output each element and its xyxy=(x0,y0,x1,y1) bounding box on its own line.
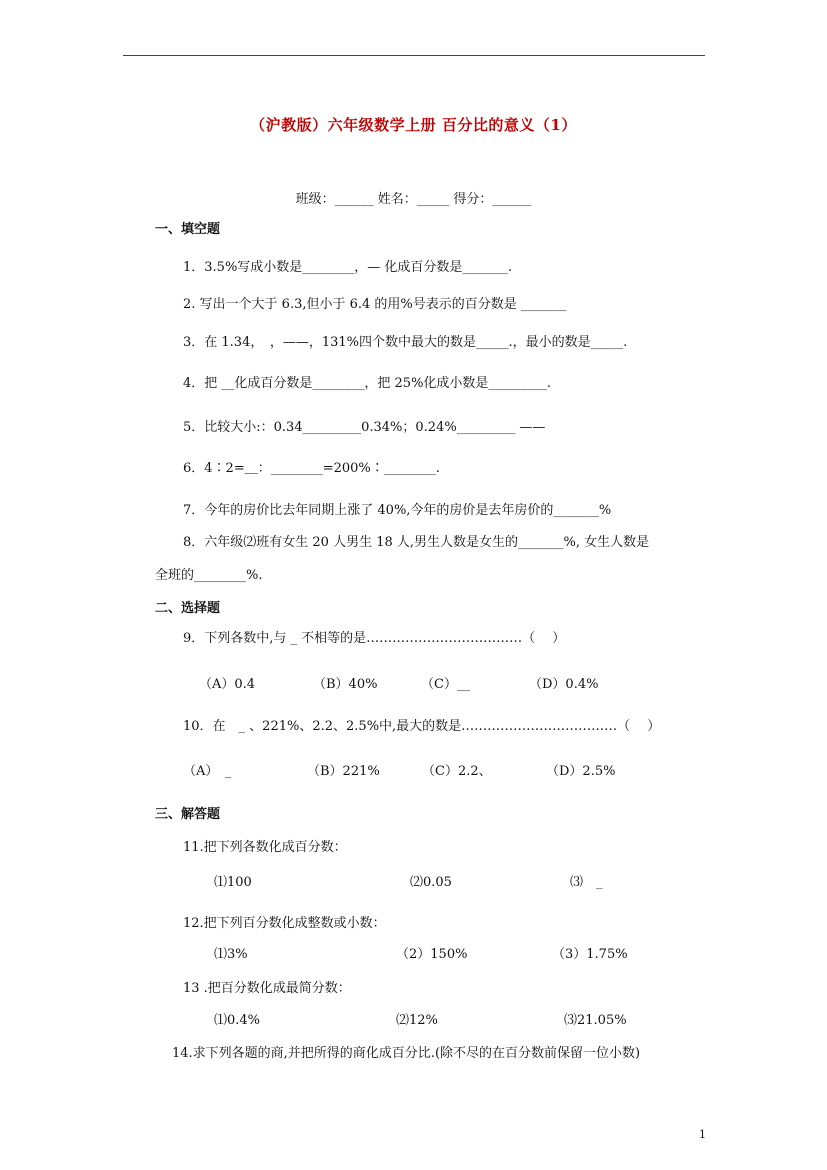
question-1: 1．3.5%写成小数是________，— 化成百分数是_______. xyxy=(183,260,513,275)
question-9-option-b: （B）40% xyxy=(313,677,378,692)
section-problems: 三、解答题 xyxy=(155,807,221,822)
question-11-item-2: ⑵0.05 xyxy=(410,875,452,890)
question-13-item-2: ⑵12% xyxy=(396,1013,438,1028)
section-fill-in-blank: 一、填空题 xyxy=(155,222,221,237)
question-8-line-2: 全班的________%. xyxy=(155,568,263,583)
question-10-option-d: （D）2.5% xyxy=(546,764,616,779)
question-10-option-c: （C）2.2、 xyxy=(422,764,492,779)
question-11-item-1: ⑴100 xyxy=(214,875,252,890)
question-11-item-3: ⑶ _ xyxy=(570,875,603,890)
question-12-item-2: （2）150% xyxy=(396,947,468,962)
question-3: 3．在 1.34， ，——，131%四个数中最大的数是_____.，最小的数是_____. xyxy=(183,335,628,350)
question-10: 10．在 _ 、221%、2.2、2.5%中,最大的数是………………………………（ ） xyxy=(183,719,661,734)
question-13-item-3: ⑶21.05% xyxy=(564,1013,627,1028)
question-10-option-a: （A） _ xyxy=(183,764,232,779)
question-9-option-a: （A）0.4 xyxy=(199,677,256,692)
question-11: 11.把下列各数化成百分数： xyxy=(183,840,347,855)
section-multiple-choice: 二、选择题 xyxy=(155,601,221,616)
question-8-line-1: 8．六年级⑵班有女生 20 人男生 18 人,男生人数是女生的_______%, 女生人数是 xyxy=(183,535,650,550)
question-9-option-c: （C）__ xyxy=(421,677,470,692)
student-info-line: 班级：______ 姓名：_____ 得分：______ xyxy=(295,192,532,207)
page-title: （沪教版）六年级数学上册 百分比的意义（1） xyxy=(250,116,577,134)
question-6: 6．4∶2=＿：________=200%∶________. xyxy=(183,461,440,476)
question-12: 12.把下列百分数化成整数或小数： xyxy=(183,916,386,931)
question-12-item-1: ⑴3% xyxy=(214,947,248,962)
question-4: 4．把 __化成百分数是________，把 25%化成小数是_________. xyxy=(183,376,552,391)
question-12-item-3: （3）1.75% xyxy=(552,947,628,962)
question-9: 9．下列各数中,与 _ 不相等的是………………………………（ ） xyxy=(183,631,566,646)
question-9-option-d: （D）0.4% xyxy=(529,677,599,692)
question-5: 5．比较大小:：0.34_________0.34%；0.24%_________ —— xyxy=(183,420,546,435)
question-13: 13 .把百分数化成最简分数： xyxy=(183,981,351,996)
question-10-option-b: （B）221% xyxy=(307,764,380,779)
question-13-item-1: ⑴0.4% xyxy=(214,1013,261,1028)
question-14: 14.求下列各题的商,并把所得的商化成百分比.(除不尽的在百分数前保留一位小数) xyxy=(172,1046,641,1061)
question-7: 7．今年的房价比去年同期上涨了 40%,今年的房价是去年房价的_______% xyxy=(183,503,612,518)
header-rule xyxy=(123,55,705,56)
page-number: 1 xyxy=(699,1128,706,1141)
question-2: 2. 写出一个大于 6.3,但小于 6.4 的用%号表示的百分数是 _______ xyxy=(183,297,567,312)
